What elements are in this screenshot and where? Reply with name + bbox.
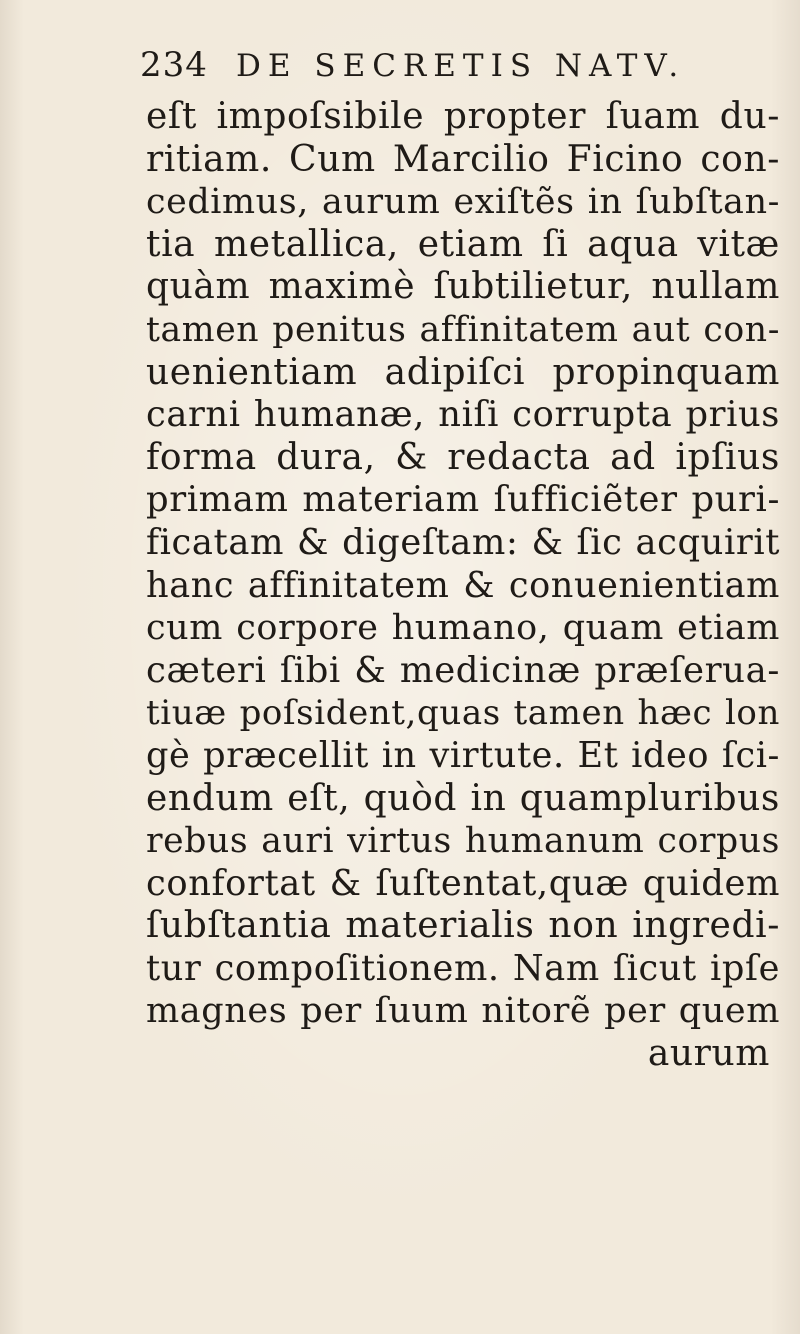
text-line: tur compoſitionem. Nam ſicut ipſe: [146, 947, 780, 989]
running-head: [140, 40, 760, 90]
text-line: magnes per ſuum nitorẽ per quem: [146, 991, 780, 1032]
text-line: rebus auri virtus humanum corpus: [146, 821, 780, 862]
text-line: forma dura, & redacta ad ipſius: [146, 436, 780, 478]
text-line: primam materiam ſufficiẽter puri-: [146, 479, 780, 521]
text-line: confortat & ſuſtentat,quæ quidem: [146, 862, 780, 904]
text-line: cum corpore humano, quam etiam: [146, 608, 780, 649]
text-line: endum eſt, quòd in quampluribus: [146, 777, 780, 819]
text-line: cæteri ſibi & medicinæ præſerua-: [146, 649, 780, 691]
text-line: gè præcellit in virtute. Et ideo ſci-: [146, 734, 780, 776]
page-number: 234: [140, 45, 208, 85]
running-title: DE SECRETIS NATV.: [236, 48, 686, 84]
text-line: eſt impoſsibile propter ſuam du-: [146, 96, 780, 137]
text-line: ritiam. Cum Marcilio Ficino con-: [146, 138, 780, 180]
text-line: tamen penitus affinitatem aut con-: [146, 309, 780, 350]
text-line: ficatam & digeſtam: & ſic acquirit: [146, 521, 780, 563]
text-line: quàm maximè ſubtilietur, nullam: [146, 266, 780, 308]
catchword: aurum: [647, 1033, 770, 1075]
text-line: carni humanæ, niſi corrupta prius: [146, 394, 780, 436]
text-line: tia metallica, etiam ſi aqua vitæ: [146, 223, 780, 265]
body-text: [146, 96, 780, 1076]
text-line: cedimus, aurum exiſtẽs in ſubſtan-: [146, 182, 780, 223]
text-line: ſubſtantia materialis non ingredi-: [146, 905, 780, 947]
text-line: uenientiam adipiſci propinquam: [146, 351, 780, 393]
text-line: hanc affinitatem & conuenientiam: [146, 564, 780, 606]
text-line: tiuæ poſsident,quas tamen hæc lon: [146, 693, 780, 734]
